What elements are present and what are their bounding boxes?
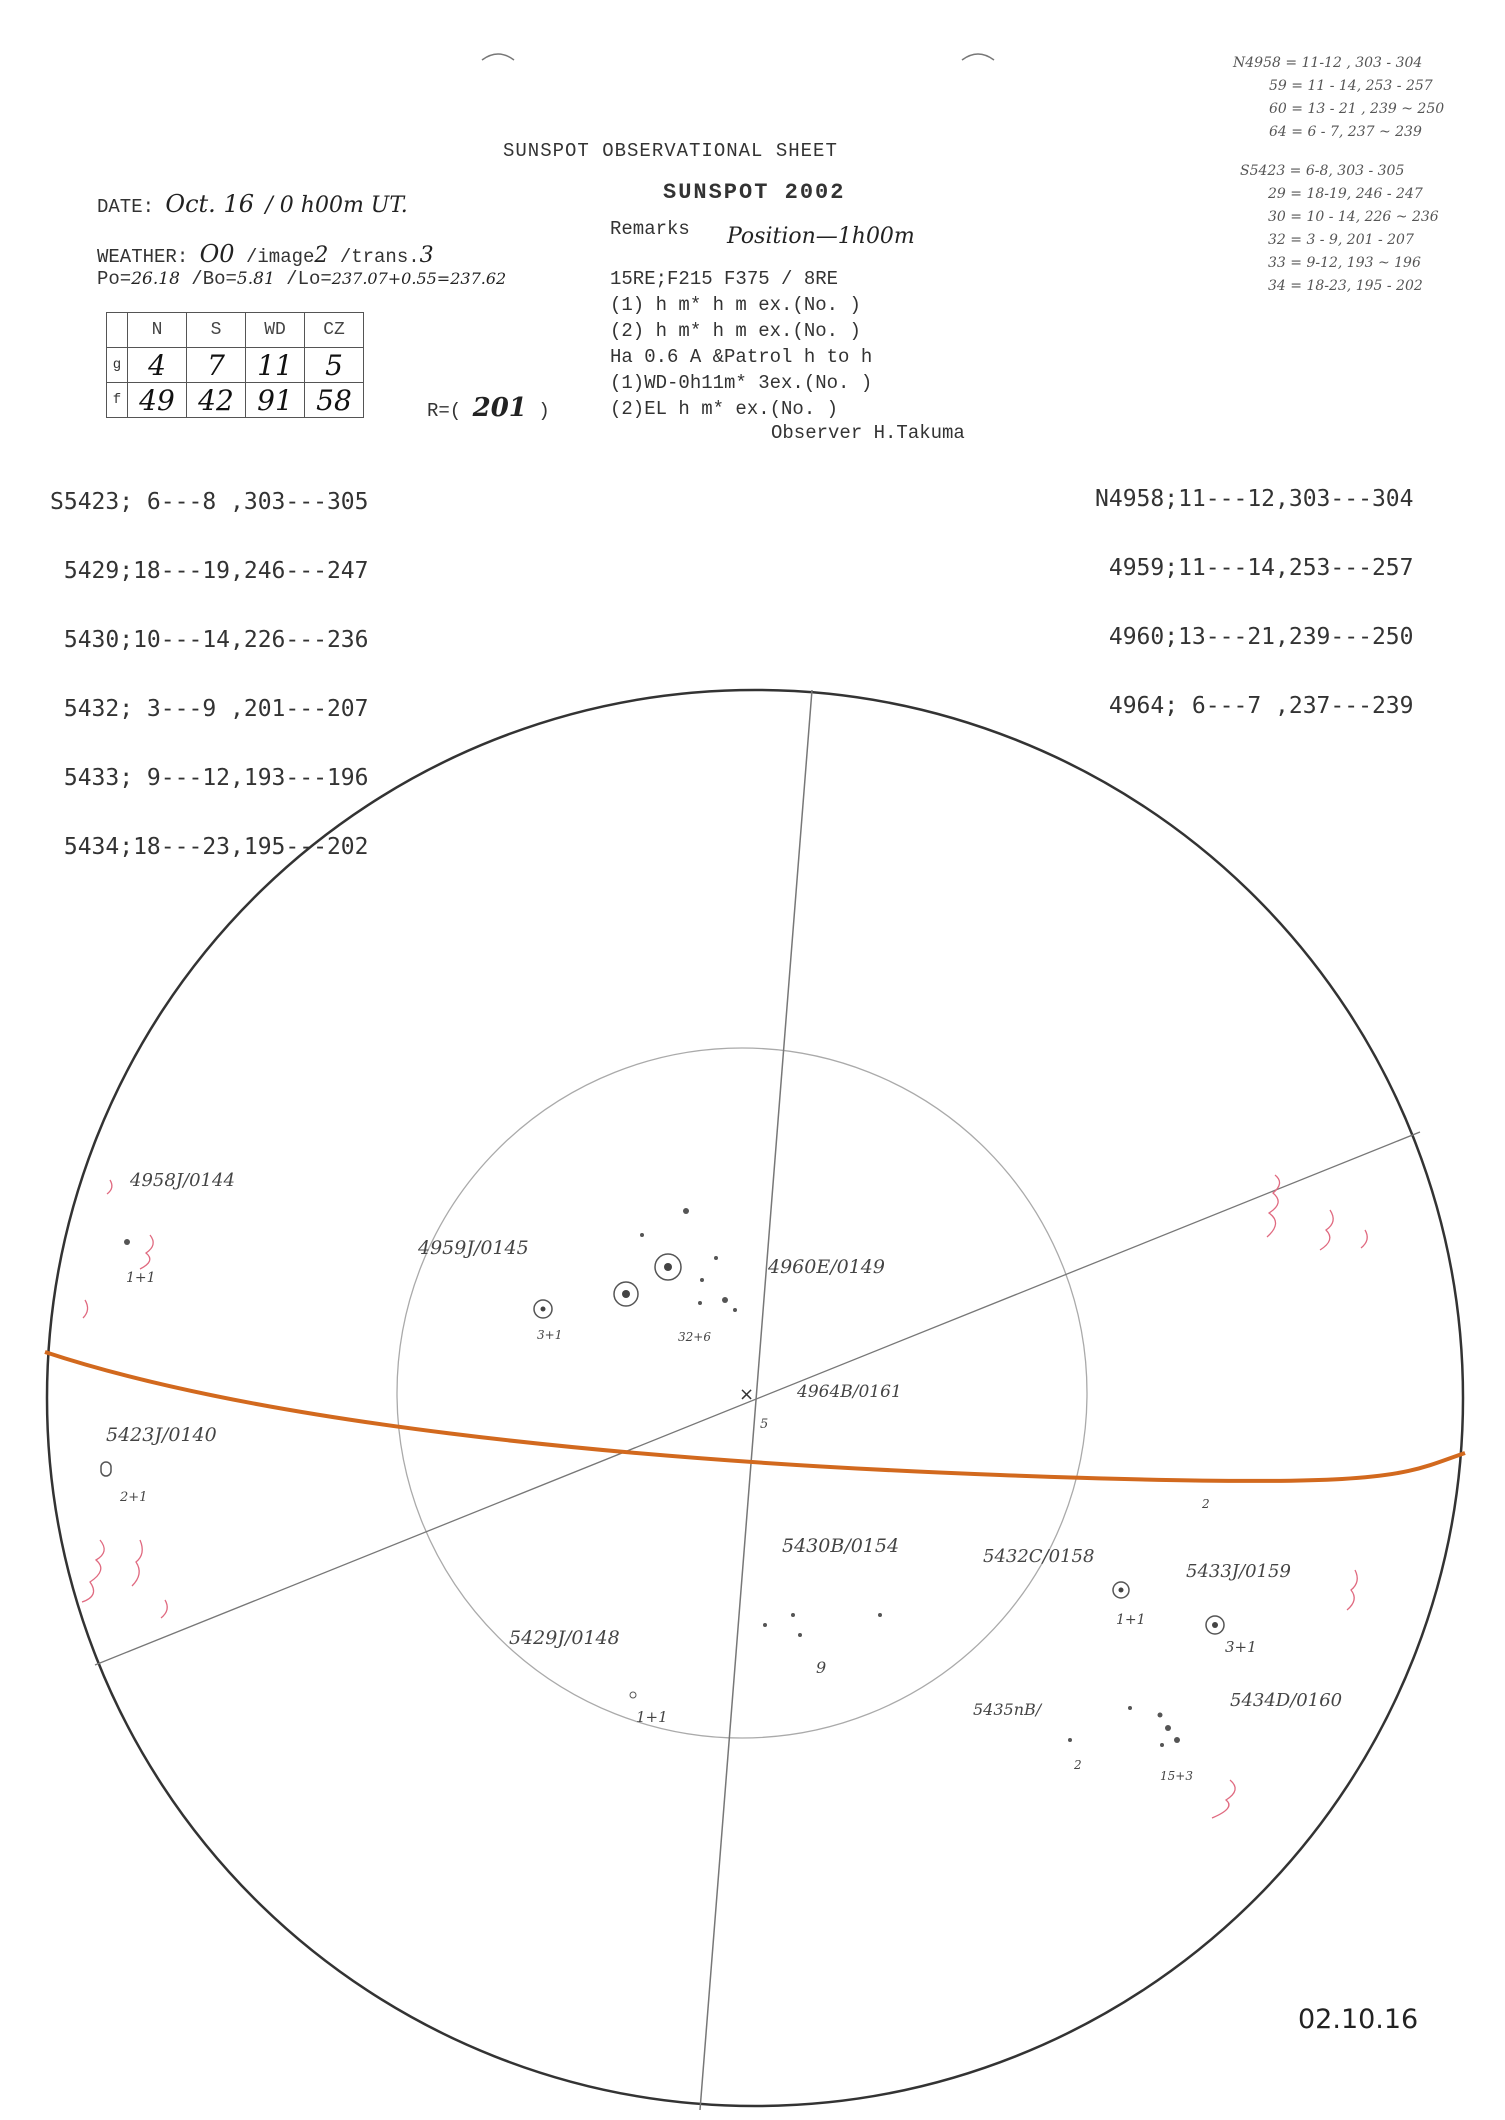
list-item: 5432; 3---9 ,201---207 xyxy=(50,696,369,722)
handwritten-south-notes xyxy=(1240,160,1439,298)
date-value: Oct. 16 xyxy=(165,190,254,218)
trans-value: 3 xyxy=(419,243,434,268)
po-value: 26.18 xyxy=(131,269,180,289)
faculae-markings xyxy=(82,1175,1367,1818)
r-label: R=( xyxy=(427,400,462,422)
spot-group-5430 xyxy=(763,1613,882,1637)
list-item: N4958 = 11-12 , 303 - 304 xyxy=(1233,55,1423,71)
list-item: 29 = 18-19, 246 - 247 xyxy=(1268,186,1423,202)
remarks-label: Remarks xyxy=(610,218,690,240)
date-time: / 0 h00m UT. xyxy=(265,193,408,218)
table-cell: 42 xyxy=(187,383,246,418)
handwritten-north-notes xyxy=(1233,52,1444,144)
spot-group-5429 xyxy=(630,1692,636,1698)
table-cell: 7 xyxy=(187,348,246,383)
label-4959: 4959J/0145 xyxy=(418,1237,529,1259)
orientation-line xyxy=(97,268,506,290)
header-s: S xyxy=(187,313,246,348)
count-5423: 2+1 xyxy=(120,1490,148,1505)
list-item: 30 = 10 - 14, 226 ~ 236 xyxy=(1268,209,1439,225)
count-5429: 1+1 xyxy=(636,1708,668,1726)
count-5430: 9 xyxy=(816,1658,827,1677)
weather-label: WEATHER: xyxy=(97,246,189,268)
disk-center-mark: × xyxy=(739,1384,755,1405)
list-item: 60 = 13 - 21 , 239 ~ 250 xyxy=(1269,101,1445,117)
label-5433: 5433J/0159 xyxy=(1186,1561,1291,1582)
weather-line xyxy=(97,240,434,268)
list-item: 64 = 6 - 7, 237 ~ 239 xyxy=(1269,124,1422,140)
equipment-line: Ha 0.6 A &Patrol h to h xyxy=(610,346,873,368)
axis-line xyxy=(95,1132,1420,1665)
header-n: N xyxy=(128,313,187,348)
date-stamp: 02.10.16 xyxy=(1298,2004,1419,2035)
list-item: 34 = 18-23, 195 - 202 xyxy=(1268,278,1423,294)
list-item: 4960;13---21,239---250 xyxy=(1095,624,1414,650)
count-4964: 5 xyxy=(760,1417,769,1432)
table-cell: 91 xyxy=(246,383,305,418)
table-cell: 4 xyxy=(128,348,187,383)
date-line xyxy=(97,190,408,218)
remarks-value: Position—1h00m xyxy=(727,224,915,249)
header-cz: CZ xyxy=(305,313,364,348)
weather-value: O0 xyxy=(199,240,235,268)
trans-label: /trans. xyxy=(339,246,420,268)
r-line xyxy=(427,393,550,423)
spot-group-4959 xyxy=(534,1300,552,1318)
sheet-title: SUNSPOT OBSERVATIONAL SHEET xyxy=(503,140,838,162)
image-label: /image xyxy=(245,246,315,268)
spot-group-5435 xyxy=(1068,1738,1072,1742)
sheet-subtitle: SUNSPOT 2002 xyxy=(663,180,846,205)
table-cell: 11 xyxy=(246,348,305,383)
list-item: 5429;18---19,246---247 xyxy=(50,558,369,584)
solar-disk-drawing xyxy=(0,660,1505,2120)
label-5429: 5429J/0148 xyxy=(509,1627,620,1649)
list-item: S5423; 6---8 ,303---305 xyxy=(50,489,369,515)
label-4958: 4958J/0144 xyxy=(130,1170,235,1191)
count-5432: 1+1 xyxy=(1116,1612,1146,1628)
label-5434: 5434D/0160 xyxy=(1230,1690,1343,1711)
label-5432: 5432C/0158 xyxy=(983,1546,1095,1567)
label-4960: 4960E/0149 xyxy=(768,1256,885,1278)
table-header-row xyxy=(107,313,364,348)
equipment-line: (2) h m* h m ex.(No. ) xyxy=(610,320,861,342)
bo-label: /Bo= xyxy=(191,268,237,290)
table-cell: 5 xyxy=(305,348,364,383)
lo-value: 237.07+0.55=237.62 xyxy=(331,269,507,288)
spot-group-4960 xyxy=(614,1208,737,1312)
count-4960: 32+6 xyxy=(678,1330,711,1344)
list-item: 4964; 6---7 ,237---239 xyxy=(1095,693,1414,719)
spot-group-5433 xyxy=(1206,1616,1224,1634)
row-label-g: g xyxy=(107,348,128,383)
row-label-f: f xyxy=(107,383,128,418)
list-item: N4958;11---12,303---304 xyxy=(1095,486,1414,512)
table-corner xyxy=(107,313,128,348)
label-4964: 4964B/0161 xyxy=(797,1382,902,1402)
count-5434: 15+3 xyxy=(1160,1769,1193,1783)
image-value: 2 xyxy=(314,243,329,268)
count-extra: 2 xyxy=(1202,1497,1210,1511)
list-item: S5423 = 6-8, 303 - 305 xyxy=(1240,163,1405,179)
list-item: 5433; 9---12,193---196 xyxy=(50,765,369,791)
observer: Observer H.Takuma xyxy=(771,422,965,444)
table-row xyxy=(107,383,364,418)
label-5430: 5430B/0154 xyxy=(782,1535,900,1557)
list-item: 5430;10---14,226---236 xyxy=(50,627,369,653)
bo-value: 5.81 xyxy=(236,269,275,289)
equipment-line: 15RE;F215 F375 / 8RE xyxy=(610,268,839,290)
date-label: DATE: xyxy=(97,196,155,218)
spot-group-4958 xyxy=(124,1239,130,1245)
group-count-table xyxy=(106,312,364,418)
list-item: 59 = 11 - 14, 253 - 257 xyxy=(1269,78,1433,94)
count-5433: 3+1 xyxy=(1225,1638,1257,1656)
label-5423: 5423J/0140 xyxy=(106,1424,217,1446)
equipment-block xyxy=(610,266,872,422)
table-row xyxy=(107,348,364,383)
po-label: Po= xyxy=(97,268,132,290)
header-wd: WD xyxy=(246,313,305,348)
equipment-line: (1)WD-0h11m* 3ex.(No. ) xyxy=(610,372,873,394)
equipment-line: (1) h m* h m ex.(No. ) xyxy=(610,294,861,316)
count-4959: 3+1 xyxy=(537,1328,563,1342)
punch-mark-right xyxy=(958,48,998,64)
count-5435: 2 xyxy=(1074,1758,1082,1772)
equipment-line: (2)EL h m* ex.(No. ) xyxy=(610,398,839,420)
table-cell: 49 xyxy=(128,383,187,418)
list-item: 32 = 3 - 9, 201 - 207 xyxy=(1268,232,1414,248)
solar-limb xyxy=(47,690,1463,2106)
r-value: 201 xyxy=(472,393,527,423)
list-item: 33 = 9-12, 193 ~ 196 xyxy=(1268,255,1421,271)
spot-group-5434 xyxy=(1128,1706,1180,1747)
r-close: ) xyxy=(538,400,550,422)
count-4958: 1+1 xyxy=(126,1270,156,1286)
list-item: 4959;11---14,253---257 xyxy=(1095,555,1414,581)
list-item: 5434;18---23,195---202 xyxy=(50,834,369,860)
spot-group-5432 xyxy=(1113,1582,1129,1598)
spot-group-5423 xyxy=(101,1462,111,1476)
label-5435: 5435nB/ xyxy=(973,1700,1042,1719)
lo-label: /Lo= xyxy=(286,268,332,290)
punch-mark-left xyxy=(478,48,518,64)
central-meridian-line xyxy=(700,690,812,2110)
table-cell: 58 xyxy=(305,383,364,418)
